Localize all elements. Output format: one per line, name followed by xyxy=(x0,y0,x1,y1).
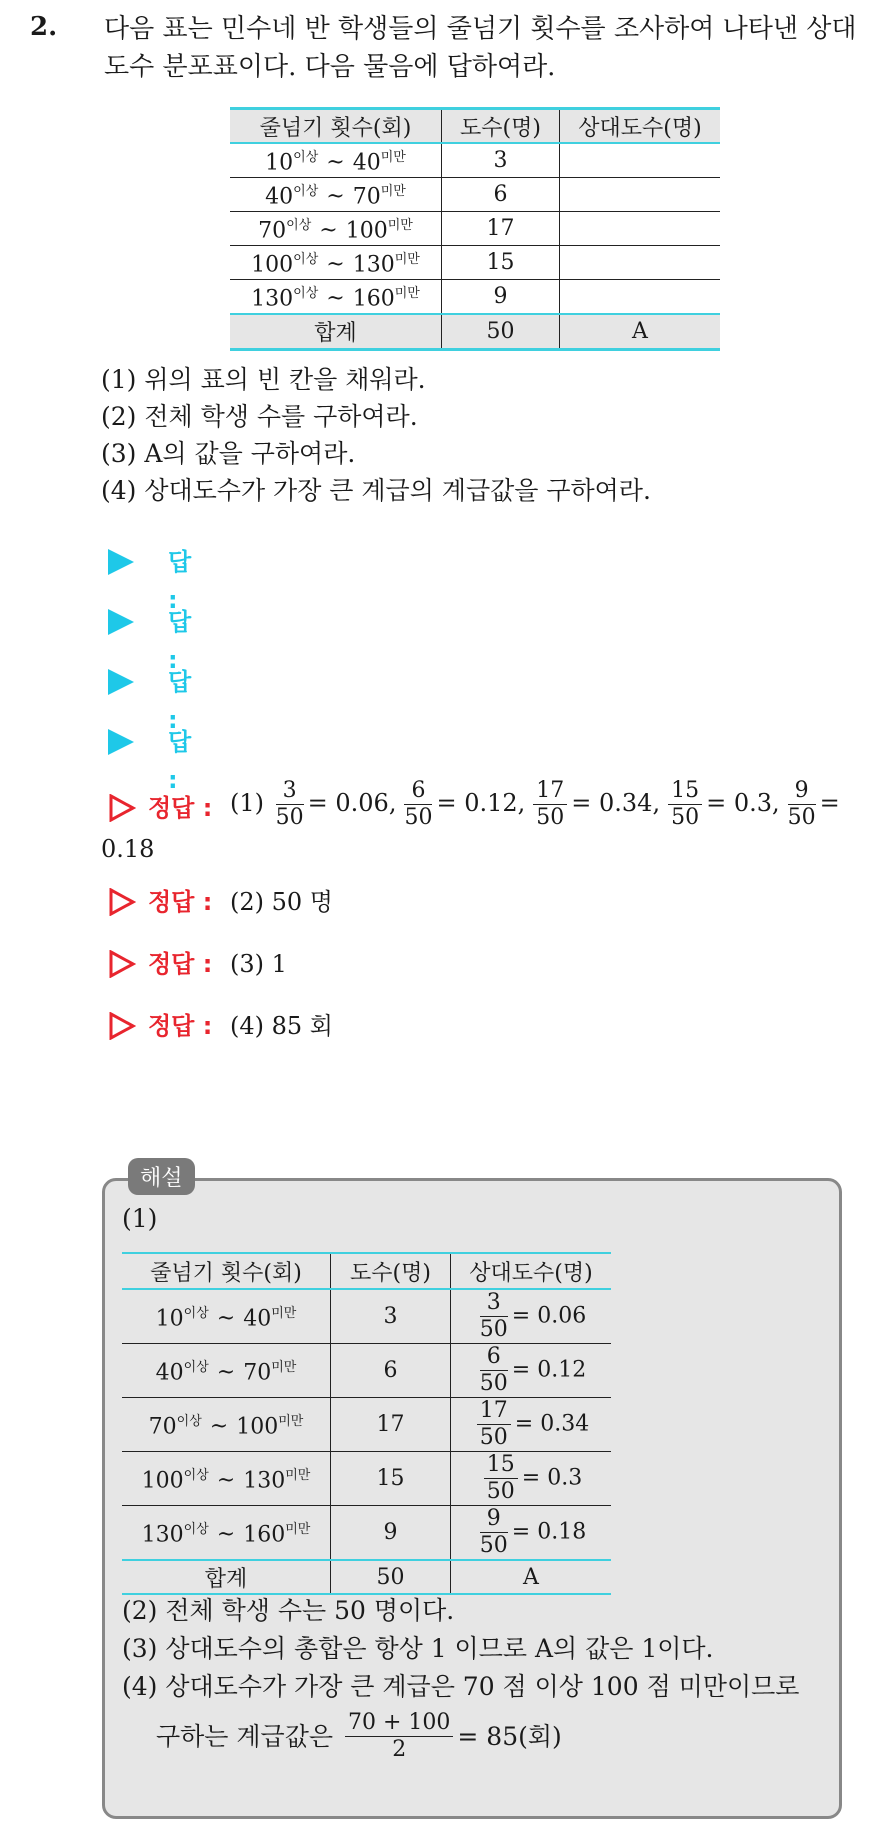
header-relative: 상대도수(명) xyxy=(451,1253,612,1289)
frequency-cell: 3 xyxy=(442,143,560,178)
range-cell xyxy=(230,212,442,246)
fraction-denominator: 50 xyxy=(536,805,565,830)
play-arrow-icon xyxy=(108,609,134,635)
frequency-table xyxy=(230,107,720,351)
tilde: ~ xyxy=(216,1468,236,1494)
relative-frequency-cell xyxy=(451,1344,612,1398)
class-value-fraction xyxy=(345,1710,453,1763)
play-arrow-icon xyxy=(108,669,134,695)
range-from: 100 xyxy=(141,1468,184,1494)
relative-fraction xyxy=(480,1506,508,1559)
below-label: 미만 xyxy=(271,1359,297,1375)
below-label: 미만 xyxy=(387,217,413,233)
below-label: 미만 xyxy=(278,1413,304,1429)
above-label: 이상 xyxy=(293,285,319,301)
below-label: 미만 xyxy=(380,149,406,165)
fraction-value: = xyxy=(819,789,840,817)
range-to: 130 xyxy=(352,252,395,278)
range-to: 130 xyxy=(243,1468,286,1494)
tilde: ~ xyxy=(216,1360,236,1386)
table-row xyxy=(230,212,720,246)
above-label: 이상 xyxy=(183,1359,209,1375)
relative-frequency-cell xyxy=(560,178,721,212)
correct-label: 정답 : xyxy=(148,950,213,978)
relative-fraction xyxy=(480,1290,508,1343)
header-count: 줄넘기 횟수(회) xyxy=(122,1253,331,1289)
explanation-part-4b xyxy=(156,1710,562,1763)
relative-value: = 0.3 xyxy=(521,1465,583,1491)
relative-fraction xyxy=(480,1344,508,1397)
fraction-denominator: 50 xyxy=(479,1533,508,1558)
frequency-cell: 9 xyxy=(331,1506,451,1561)
frequency-cell: 15 xyxy=(442,246,560,280)
answer-1-continuation: 0.18 xyxy=(101,835,155,863)
range-cell xyxy=(230,143,442,178)
question-number: 2. xyxy=(30,12,58,42)
question-text: 다음 표는 민수네 반 학생들의 줄넘기 횟수를 조사하여 나타낸 상대도수 분포표이다. 다음 물음에 답하여라. xyxy=(104,14,857,82)
fraction-denominator: 50 xyxy=(479,1317,508,1342)
relative-frequency-cell xyxy=(560,143,721,178)
table-row xyxy=(122,1289,611,1344)
table-row xyxy=(122,1398,611,1452)
range-from: 10 xyxy=(155,1306,184,1332)
above-label: 이상 xyxy=(293,149,319,165)
below-label: 미만 xyxy=(285,1521,311,1537)
outline-arrow-icon xyxy=(108,794,136,822)
fraction-denominator: 50 xyxy=(479,1371,508,1396)
fraction-denominator: 2 xyxy=(392,1737,407,1762)
above-label: 이상 xyxy=(183,1467,209,1483)
fraction-denominator: 50 xyxy=(404,805,433,830)
tilde: ~ xyxy=(209,1414,229,1440)
total-relative: A xyxy=(451,1560,612,1594)
range-from: 10 xyxy=(265,150,294,176)
relative-value: = 0.34 xyxy=(514,1411,590,1437)
answer-label: 답 : xyxy=(168,608,192,674)
subquestion-2: (2) 전체 학생 수를 구하여라. xyxy=(101,402,418,431)
play-arrow-icon xyxy=(108,549,134,575)
range-from: 130 xyxy=(141,1522,184,1548)
table-row xyxy=(122,1506,611,1561)
fraction-numerator: 6 xyxy=(404,778,432,805)
range-cell xyxy=(122,1398,331,1452)
header-frequency: 도수(명) xyxy=(442,109,560,144)
range-from: 100 xyxy=(251,252,294,278)
relative-value: = 0.06 xyxy=(511,1303,587,1329)
fraction-value: = 0.34, xyxy=(571,789,661,817)
fraction-numerator: 70 + 100 xyxy=(345,1710,453,1737)
relative-frequency-cell xyxy=(451,1398,612,1452)
above-label: 이상 xyxy=(286,217,312,233)
range-from: 40 xyxy=(155,1360,184,1386)
relative-value: = 0.12 xyxy=(511,1357,587,1383)
relative-fraction xyxy=(484,1452,518,1505)
outline-arrow-icon xyxy=(108,888,136,916)
range-from: 70 xyxy=(148,1414,177,1440)
range-to: 40 xyxy=(243,1306,272,1332)
range-to: 160 xyxy=(352,286,395,312)
frequency-cell: 3 xyxy=(331,1289,451,1344)
table-row xyxy=(122,1344,611,1398)
table-row xyxy=(122,1452,611,1506)
table-row xyxy=(230,280,720,315)
correct-label: 정답 : xyxy=(148,794,213,822)
fraction-numerator: 17 xyxy=(477,1398,511,1425)
subquestion-3: (3) A의 값을 구하여라. xyxy=(101,439,356,468)
table-row xyxy=(230,246,720,280)
relative-frequency-cell xyxy=(560,212,721,246)
relative-frequency-cell xyxy=(560,246,721,280)
fraction-numerator: 6 xyxy=(480,1344,508,1371)
below-label: 미만 xyxy=(394,285,420,301)
header-relative: 상대도수(명) xyxy=(560,109,721,144)
above-label: 이상 xyxy=(293,183,319,199)
answer-4-text: (4) 85 회 xyxy=(230,1012,333,1040)
tilde: ~ xyxy=(326,184,345,210)
tilde: ~ xyxy=(326,150,345,176)
fraction-numerator: 3 xyxy=(480,1290,508,1317)
outline-arrow-icon xyxy=(108,1012,136,1040)
answer-1-prefix: (1) xyxy=(230,789,264,817)
above-label: 이상 xyxy=(293,251,319,267)
tilde: ~ xyxy=(326,286,345,312)
total-relative: A xyxy=(560,314,721,350)
fraction-numerator: 15 xyxy=(484,1452,518,1479)
fraction-numerator: 17 xyxy=(533,778,567,805)
tilde: ~ xyxy=(326,252,345,278)
frequency-cell: 17 xyxy=(442,212,560,246)
fraction-denominator: 50 xyxy=(671,805,700,830)
correct-label: 정답 : xyxy=(148,888,213,916)
range-cell xyxy=(122,1452,331,1506)
fraction-denominator: 50 xyxy=(787,805,816,830)
range-to: 70 xyxy=(243,1360,272,1386)
answer-fraction xyxy=(788,778,816,831)
relative-frequency-cell xyxy=(451,1452,612,1506)
relative-fraction xyxy=(477,1398,511,1451)
relative-frequency-cell xyxy=(451,1289,612,1344)
answer-fraction xyxy=(668,778,702,831)
explanation-tag: 해설 xyxy=(128,1158,195,1195)
class-value-prefix: 구하는 계급값은 xyxy=(156,1722,333,1751)
relative-frequency-cell xyxy=(560,280,721,315)
fraction-numerator: 9 xyxy=(480,1506,508,1533)
frequency-cell: 6 xyxy=(331,1344,451,1398)
below-label: 미만 xyxy=(271,1305,297,1321)
range-from: 40 xyxy=(265,184,294,210)
range-to: 100 xyxy=(345,218,388,244)
below-label: 미만 xyxy=(394,251,420,267)
relative-frequency-cell xyxy=(451,1506,612,1561)
total-frequency: 50 xyxy=(442,314,560,350)
table-row xyxy=(230,143,720,178)
subquestion-4: (4) 상대도수가 가장 큰 계급의 계급값을 구하여라. xyxy=(101,476,651,505)
relative-value: = 0.18 xyxy=(511,1519,587,1545)
explanation-part-2: (2) 전체 학생 수는 50 명이다. xyxy=(122,1596,455,1625)
explanation-table xyxy=(122,1252,611,1595)
range-cell xyxy=(230,178,442,212)
fraction-value: = 0.06, xyxy=(307,789,397,817)
range-from: 130 xyxy=(251,286,294,312)
answer-2-text: (2) 50 명 xyxy=(230,888,333,916)
header-frequency: 도수(명) xyxy=(331,1253,451,1289)
correct-label: 정답 : xyxy=(148,1012,213,1040)
tilde: ~ xyxy=(216,1522,236,1548)
range-cell xyxy=(230,246,442,280)
range-cell xyxy=(230,280,442,315)
below-label: 미만 xyxy=(285,1467,311,1483)
answer-label: 답 : xyxy=(168,668,192,734)
frequency-cell: 9 xyxy=(442,280,560,315)
total-frequency: 50 xyxy=(331,1560,451,1594)
fraction-value: = 0.12, xyxy=(436,789,526,817)
above-label: 이상 xyxy=(183,1521,209,1537)
tilde: ~ xyxy=(216,1306,236,1332)
fraction-denominator: 50 xyxy=(486,1479,515,1504)
table-row xyxy=(230,178,720,212)
frequency-cell: 17 xyxy=(331,1398,451,1452)
answer-3-text: (3) 1 xyxy=(230,950,287,978)
range-from: 70 xyxy=(258,218,287,244)
answer-fraction xyxy=(533,778,567,831)
range-cell xyxy=(122,1506,331,1561)
explanation-part-4: (4) 상대도수가 가장 큰 계급은 70 점 이상 100 점 미만이므로 xyxy=(122,1672,800,1701)
range-to: 160 xyxy=(243,1522,286,1548)
range-cell xyxy=(122,1289,331,1344)
total-row xyxy=(230,314,720,350)
fraction-value: = 0.3, xyxy=(706,789,780,817)
fraction-numerator: 3 xyxy=(276,778,304,805)
fraction-numerator: 9 xyxy=(788,778,816,805)
answer-label: 답 : xyxy=(168,548,192,614)
frequency-cell: 6 xyxy=(442,178,560,212)
answer-fraction xyxy=(404,778,432,831)
fraction-denominator: 50 xyxy=(479,1425,508,1450)
play-arrow-icon xyxy=(108,729,134,755)
explanation-part-3: (3) 상대도수의 총합은 항상 1 이므로 A의 값은 1이다. xyxy=(122,1634,714,1663)
total-label: 합계 xyxy=(230,314,442,350)
range-to: 70 xyxy=(352,184,381,210)
below-label: 미만 xyxy=(380,183,406,199)
outline-arrow-icon xyxy=(108,950,136,978)
tilde: ~ xyxy=(319,218,338,244)
range-to: 100 xyxy=(236,1414,279,1440)
answer-label: 답 : xyxy=(168,728,192,794)
above-label: 이상 xyxy=(176,1413,202,1429)
fraction-numerator: 15 xyxy=(668,778,702,805)
answer-fraction xyxy=(276,778,304,831)
subquestion-1: (1) 위의 표의 빈 칸을 채워라. xyxy=(101,365,426,394)
range-cell xyxy=(122,1344,331,1398)
above-label: 이상 xyxy=(183,1305,209,1321)
frequency-cell: 15 xyxy=(331,1452,451,1506)
total-label: 합계 xyxy=(122,1560,331,1594)
range-to: 40 xyxy=(352,150,381,176)
total-row xyxy=(122,1560,611,1594)
header-count: 줄넘기 횟수(회) xyxy=(230,109,442,144)
class-value-result: = 85(회) xyxy=(457,1722,562,1751)
explanation-part-1: (1) xyxy=(122,1204,158,1233)
fraction-denominator: 50 xyxy=(275,805,304,830)
